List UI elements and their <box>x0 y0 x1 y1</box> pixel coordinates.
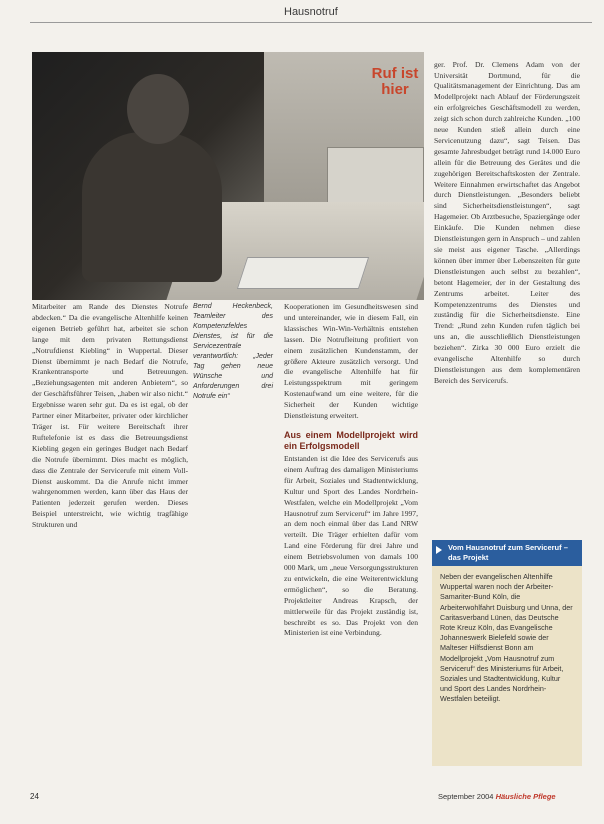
photo-person <box>82 132 222 282</box>
article-column-4 <box>434 52 580 394</box>
photo-overlay-text: Ruf ist hier <box>371 65 419 98</box>
column-1-text: Mitarbeiter am Rande des Dienstes Notrufe abdecken.“ Da die evangelische Altenhilfe keinen eigenen Betrieb geführt hat, arbeitet sie schon lange mit dem privaten Rettungsdienst „Notrufdienst Kiebling“ in Wuppertal. Dieser Dienst übernimmt je nach Bedarf die Notrufe, Krankentransporte und Betreuungen. „Beziehungsagenten mit anderen Anbietern“, so der Geschäftsführer Teisen, „haben wir also nicht.“ Ergebnisse waren sehr gut. Da es ist egal, ob der Partner einer Mitarbeiter, privater oder kirchlicher Träger ist. Für weitere Bereitschaft ihrer Ruftelefonie ist es dass die Betreuungsdienst Kiebling gegen ein geringes Budget nach Bedarf die Notrufe übernimmt. Dies macht es möglich, dass die Zentrale der Servicerufe mit einem Voll-Dienst auskommt. Da die Anrufe nicht immer wahrgenommen werden, kann über das Haus der Patienten jederzeit gerufen werden. Dieses Beispiel unterstreicht, wie wichtig tragfähige Strukturen und <box>32 302 188 530</box>
info-box-body: Neben der evangelischen Altenhilfe Wuppertal waren noch der Arbeiter-Samariter-Bund Köln, die Arbeiterwohlfahrt Duisburg und Unna, der Caritasverband Lünen, das Deutsche Rote Kreuz Köln, das Evangelische Johanneswerk Bielefeld sowie der Malteser Hilfsdienst Bonn am Modellprojekt „Vom Hausnotruf zum Serviceruf“ des Ministeriums für Arbeit, Soziales und Stadtentwicklung, Kultur und Sport des Landes Nordrhein-Westfalen beteiligt. <box>440 572 573 704</box>
running-header: Hausnotruf <box>284 6 338 18</box>
photo-alarm-device <box>237 257 369 289</box>
footer-issue <box>438 792 556 801</box>
caption-text: Bernd Heckenbeck, Teamleiter des Kompetenzfeldes Dienstes, ist für die Servicezentrale verantwortlich: „Jeder Tag gehen neue Wünsche und Anforderungen drei Notrufe ein“ <box>193 303 273 400</box>
info-box <box>432 540 582 766</box>
page-number: 24 <box>30 792 39 801</box>
article-column-1 <box>32 302 188 531</box>
column-4-text: ger. Prof. Dr. Clemens Adam von der Universität Dortmund, für die Qualitätsmanagement der Einrichtung. Das am Modellprojekt nach Ablauf der Förderungszeit ein erfolgreiches Geschäftsmodell zu werden, zeigt sich schon durch zahlreiche Kunden. „100 neue Kunden stieß allein durch eine Servicenutzung dazu“, sagt Teisen. Das gesamte Jahresbudget beträgt rund 14.000 Euro allein für die Betreuung des Gerätes und die zugehörigen Bereitschaftskosten der Zentrale. Weitere Einnahmen erwirtschaftet das Angebot durch Dienstleistungen. „Besonders beliebt sind Sicherheitsdienstleistungen“, sagt Hagemeier. Ob Arztbesuche, Spaziergänge oder Einkäufe. Die Kunden nehmen diese Dienstleistungen gern in Anspruch – und zahlen sie meist aus eigener Tasche. „Allerdings können über immer über Lebenszeiten für gute Dienstleistungen auch selbst zu bezahlen“, betont Hagemeier, der in der Gestaltung des Zentrums arbeitet. Leiter des Kompetenzzentrums des Dienstes und zuständig für die Sicherheitsdienste. Eine Trend: „Rund zehn Kunden rufen täglich bei uns an, die ausschließlich Dienstleistungen beziehen“. Zirka 30 000 Euro erzielt die evangelische Altenhilfe so durch Dienstleistungen aus dem komplementären Bereich des Servicerufs. <box>434 59 580 385</box>
photo-person-head <box>127 74 189 144</box>
column-3-text-2: Entstanden ist die Idee des Servicerufs aus einem Auftrag des damaligen Ministeriums für Arbeit, Soziales und Stadtentwicklung, Kultur und Sport des Landes Nordrhein-Westfalen, welche ein Modellprojekt „Vom Hausnotruf zum Serviceruf“ im Jahre 1997, an dem noch einmal über das Land NRW verteilt. Die Träger erhielten dafür vom Land eine Förderung für drei Jahre und einem Betriebsvolumen von damals 100 000 Mark, um „neue Versorgungsstrukturen zu entwickeln, die eine Weiterentwicklung ermöglichen“, so die Beratung. Projektleiter Andreas Krapsch, der mittlerweile für das Projekt zuständig ist, beschreibt es so. Das Projekt von den Ministerien ist eine Verbindung. <box>284 453 418 638</box>
section-subheading: Aus einem Modellprojekt wird ein Erfolgsmodell <box>284 429 418 451</box>
info-box-heading <box>432 540 582 566</box>
article-column-3 <box>284 302 418 639</box>
article-photo <box>32 52 424 300</box>
info-box-title: Vom Hausnotruf zum Serviceruf – das Projekt <box>448 543 568 562</box>
arrow-icon <box>436 546 442 554</box>
header-divider <box>30 22 592 23</box>
magazine-name: Häusliche Pflege <box>495 792 556 801</box>
column-3-text-1: Kooperationen im Gesundheitswesen sind und untereinander, wie in diesem Fall, ein klassisches Win-Win-Verhältnis entstehen lassen. Die Notrufleitung profitiert von einem zusätzlichen Kundenstamm, der größere Akteure zusätzlich versorgt. Und die evangelische Altenhilfe hat für Leistungsspektrum mit geringem Kostenaufwand um eine weitere, für die Sicherheit der Kunden wichtige Dienstleistung erweitert. <box>284 302 418 421</box>
photo-caption <box>193 302 273 402</box>
footer-date: September 2004 <box>438 792 494 801</box>
